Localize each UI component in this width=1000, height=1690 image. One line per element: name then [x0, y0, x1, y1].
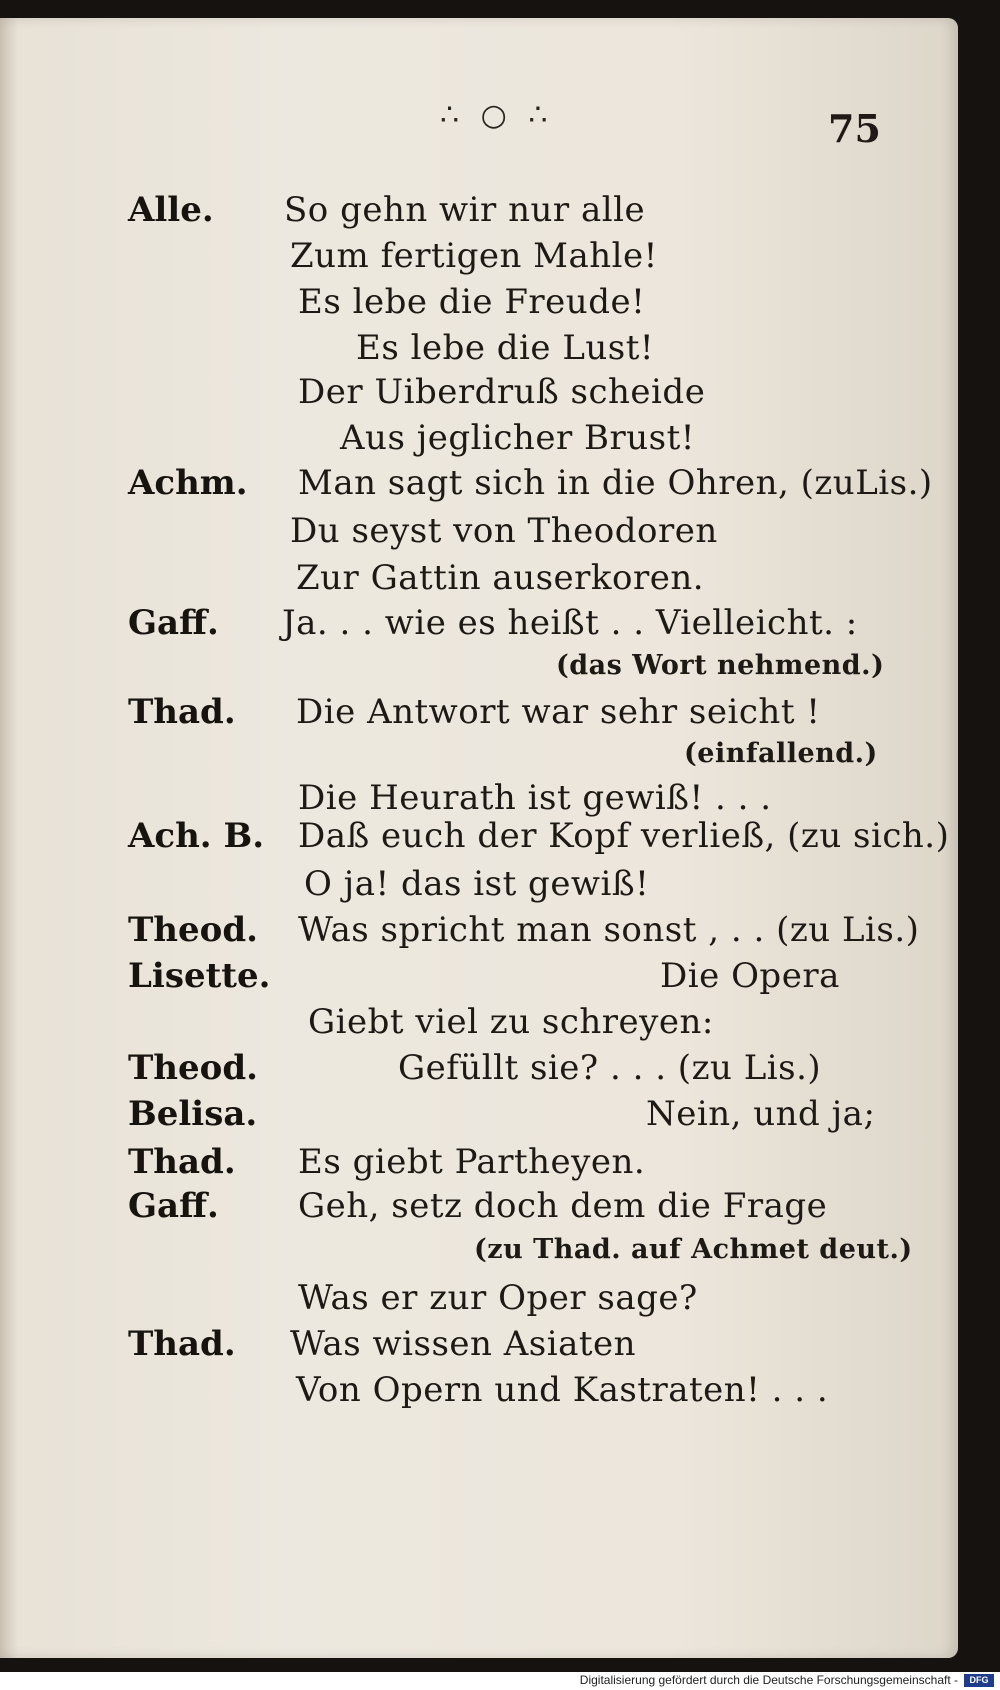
verse-line: Zum fertigen Mahle!	[290, 236, 658, 276]
verse-line: Die Opera	[660, 956, 840, 996]
stage-direction: (das Wort nehmend.)	[556, 650, 885, 681]
speaker-name: Thad.	[128, 1142, 236, 1182]
speaker-name: Gaff.	[128, 1186, 219, 1226]
speaker-name: Lisette.	[128, 956, 271, 996]
page-number: 75	[828, 106, 881, 151]
verse-line: Was wissen Asiaten	[290, 1324, 637, 1364]
verse-line: Du seyst von Theodoren	[290, 511, 718, 551]
verse-line: Von Opern und Kastraten! . . .	[296, 1370, 829, 1410]
verse-line: Die Antwort war sehr seicht !	[296, 692, 821, 732]
header-ornament: ∴ ○ ∴	[440, 98, 554, 133]
verse-line: So gehn wir nur alle	[284, 190, 646, 230]
verse-line: Was spricht man sonst , . . (zu Lis.)	[298, 910, 920, 950]
verse-line: Aus jeglicher Brust!	[340, 418, 695, 458]
speaker-name: Theod.	[128, 1048, 258, 1088]
verse-line: Es lebe die Freude!	[298, 282, 646, 322]
speaker-name: Thad.	[128, 692, 236, 732]
verse-line: Der Uiberdruß scheide	[298, 372, 706, 412]
speaker-name: Thad.	[128, 1324, 236, 1364]
verse-line: Es lebe die Lust!	[356, 328, 655, 368]
verse-line: Es giebt Partheyen.	[298, 1142, 646, 1182]
verse-line: Was er zur Oper sage?	[298, 1278, 698, 1318]
footer-credit: Digitalisierung gefördert durch die Deutsche Forschungsgemeinschaft -	[579, 1673, 958, 1687]
speaker-name: Alle.	[128, 190, 214, 230]
footer-bar	[0, 1672, 1000, 1690]
verse-line: Daß euch der Kopf verließ, (zu sich.)	[298, 816, 950, 856]
speaker-name: Theod.	[128, 910, 258, 950]
verse-line: Gefüllt sie? . . . (zu Lis.)	[398, 1048, 822, 1088]
verse-line: Die Heurath ist gewiß! . . .	[298, 778, 772, 818]
speaker-name: Achm.	[128, 463, 248, 503]
verse-line: Man sagt sich in die Ohren, (zuLis.)	[298, 463, 933, 503]
verse-line: Ja. . . wie es heißt . . Vielleicht. :	[282, 603, 858, 643]
speaker-name: Gaff.	[128, 603, 219, 643]
dfg-logo: DFG	[964, 1674, 994, 1687]
stage-direction: (zu Thad. auf Achmet deut.)	[474, 1234, 913, 1265]
verse-line: Zur Gattin auserkoren.	[296, 558, 705, 598]
speaker-name: Belisa.	[128, 1094, 258, 1134]
book-page	[0, 18, 958, 1658]
stage-direction: (einfallend.)	[684, 738, 878, 769]
verse-line: O ja! das ist gewiß!	[304, 864, 650, 904]
speaker-name: Ach. B.	[128, 816, 265, 856]
verse-line: Geh, setz doch dem die Frage	[298, 1186, 828, 1226]
verse-line: Giebt viel zu schreyen:	[308, 1002, 714, 1042]
verse-line: Nein, und ja;	[646, 1094, 876, 1134]
